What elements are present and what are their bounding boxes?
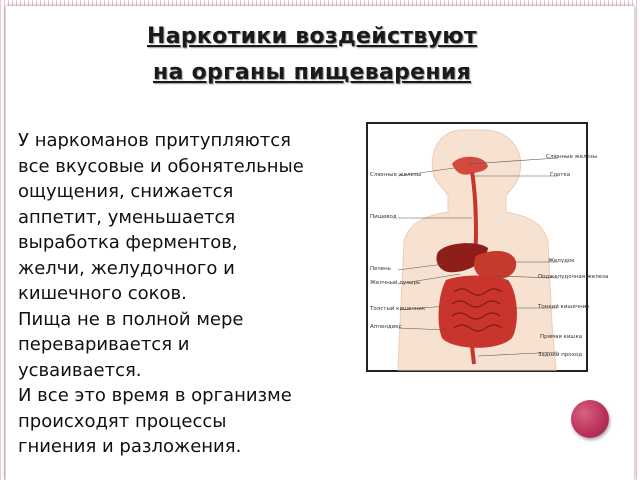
label-large-intestine: Толстый кишечник: [370, 306, 426, 312]
label-pharynx: Глотка: [550, 172, 571, 178]
body-line: усваивается.: [18, 359, 142, 381]
label-esophagus: Пищевод: [370, 214, 397, 220]
body-line: гниения и разложения.: [18, 436, 242, 457]
label-small-intestine: Тонкий кишечник: [538, 304, 590, 310]
intestines-shape: [439, 276, 517, 348]
label-anus: Задний проход: [538, 352, 583, 358]
slide-title-line1: Наркотики воздействуют: [147, 24, 477, 49]
decorative-circle: [571, 400, 609, 438]
body-line: И все это время в организме: [18, 385, 292, 406]
body-line: кишечного соков.: [18, 283, 187, 304]
digestive-system-diagram: [366, 122, 609, 372]
body-line: У наркоманов притупляются: [18, 130, 292, 151]
body-line: желчи, желудочного и: [18, 257, 235, 279]
body-line: выработка ферментов,: [18, 232, 238, 253]
label-appendix: Аппендикс: [370, 324, 402, 330]
slide-body-text: [18, 128, 368, 460]
digestive-system-illustration: [368, 124, 609, 370]
label-salivary-left: Слюнные железы: [370, 172, 422, 178]
label-rectum: Прямая кишка: [540, 334, 583, 340]
body-line: переваривается и: [18, 334, 190, 355]
body-line: происходят процессы: [18, 410, 227, 432]
label-liver: Печень: [370, 266, 391, 272]
body-line: ощущения, снижается: [18, 181, 234, 202]
body-line: аппетит, уменьшается: [18, 206, 236, 228]
label-salivary-right: Слюнные железы: [546, 154, 598, 160]
label-stomach: Желудок: [548, 258, 575, 264]
label-gallbladder: Желчный пузырь: [370, 280, 421, 286]
slide: [6, 6, 634, 480]
body-line: Пища не в полной мере: [18, 308, 244, 330]
stomach-shape: [474, 251, 516, 279]
slide-title-line2: на органы пищеварения: [153, 60, 471, 85]
label-pancreas: Поджелудочная железа: [538, 274, 609, 280]
body-line: все вкусовые и обонятельные: [18, 155, 304, 177]
rectum-shape: [472, 346, 474, 364]
